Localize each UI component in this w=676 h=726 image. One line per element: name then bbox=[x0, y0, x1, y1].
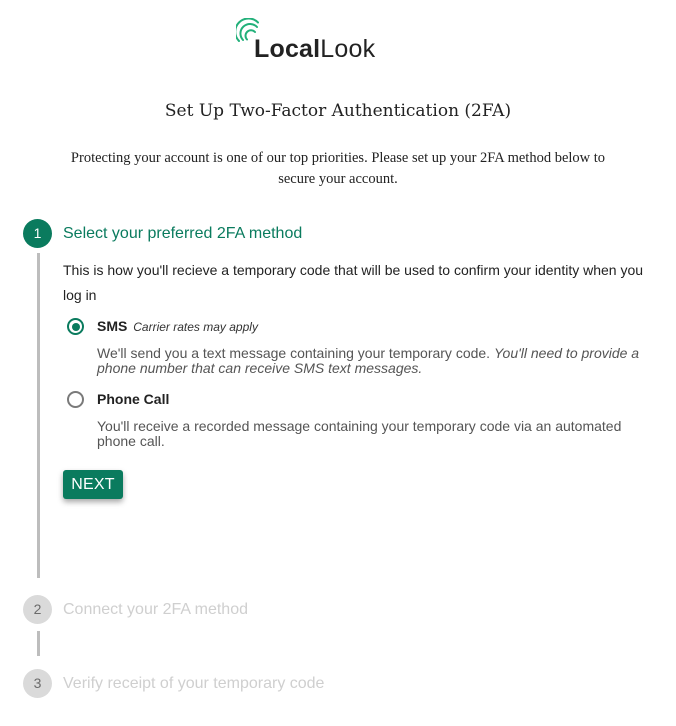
sms-radio[interactable] bbox=[67, 318, 84, 335]
locallook-logo bbox=[236, 18, 396, 64]
step-2-indicator: 2 bbox=[23, 595, 52, 624]
step-1-description: This is how you'll recieve a temporary code that will be used to confirm your identity when you log in bbox=[63, 262, 644, 303]
intro-text: Protecting your account is one of our top priorities. Please set up your 2FA method below to secure your account. bbox=[70, 150, 606, 187]
step-1-indicator: 1 bbox=[23, 219, 52, 248]
phone-call-radio[interactable] bbox=[67, 391, 84, 408]
step-connector-1 bbox=[37, 253, 40, 578]
step-2-title: Connect your 2FA method bbox=[63, 601, 248, 618]
step-3-indicator: 3 bbox=[23, 669, 52, 698]
phone-call-label-text: Phone Call bbox=[97, 391, 170, 407]
sms-note: Carrier rates may apply bbox=[133, 320, 258, 334]
phone-call-option[interactable] bbox=[67, 391, 207, 413]
sms-label-text: SMS bbox=[97, 318, 128, 334]
page-title: Set Up Two-Factor Authentication (2FA) bbox=[164, 101, 512, 121]
sms-label[interactable] bbox=[97, 318, 258, 336]
step-3-title: Verify receipt of your temporary code bbox=[63, 675, 325, 692]
step-connector-2 bbox=[37, 631, 40, 656]
logo-text-bold: Local bbox=[254, 35, 321, 63]
sms-description-text: We'll send you a text message containing your temporary code. bbox=[97, 345, 491, 361]
logo-wordmark bbox=[254, 34, 375, 64]
sms-description bbox=[97, 346, 652, 376]
step-1-title: Select your preferred 2FA method bbox=[63, 225, 303, 242]
phone-call-description: You'll receive a recorded message containing your temporary code via an automated phone call. bbox=[97, 418, 622, 449]
phone-call-label[interactable] bbox=[97, 391, 169, 408]
next-button[interactable]: NEXT bbox=[63, 470, 123, 499]
logo-text-light: Look bbox=[320, 35, 376, 63]
sms-description-italic: You'll need to provide a phone number that can receive SMS text messages. bbox=[97, 345, 640, 376]
sms-option[interactable] bbox=[67, 318, 307, 340]
